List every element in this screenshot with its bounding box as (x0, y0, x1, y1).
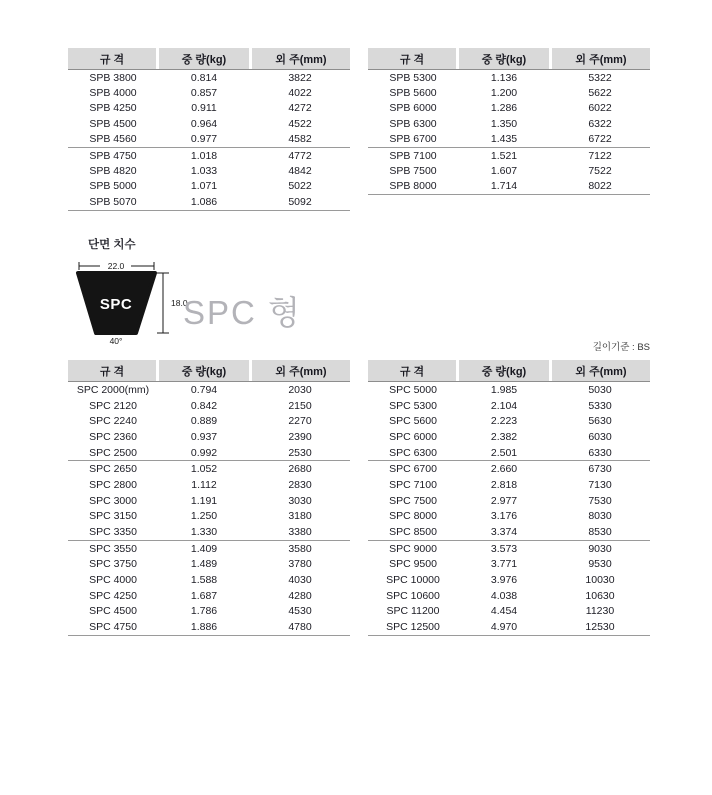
table-cell: 5022 (288, 180, 312, 193)
table-cell: 1.687 (190, 589, 218, 602)
table-cell: 2.660 (490, 463, 518, 476)
table-row (68, 509, 350, 525)
table-cell: 4.454 (490, 605, 518, 618)
column-header: 규 격 (368, 48, 456, 69)
column-header: 외 주(mm) (252, 360, 350, 381)
table-row (68, 132, 350, 147)
table-row (68, 557, 350, 573)
table-row (68, 445, 350, 461)
table-row (68, 194, 350, 209)
table-cell: SPB 6700 (389, 133, 437, 146)
table-cell: SPC 7500 (389, 494, 437, 507)
table-cell: 8530 (588, 526, 612, 539)
table-cell: 4522 (288, 117, 312, 130)
table-spc-right (368, 360, 650, 636)
table-cell: 6030 (588, 430, 612, 443)
table-cell: 0.937 (190, 430, 218, 443)
table-row (68, 85, 350, 100)
table-cell: 4272 (288, 102, 312, 115)
table-cell: 10630 (585, 589, 615, 602)
table-cell: SPB 7100 (389, 149, 437, 162)
length-standard-note: 길이기준 : BS (592, 342, 650, 353)
table-cell: 3.976 (490, 574, 518, 587)
table-cell: SPB 4820 (89, 165, 137, 178)
table-cell: 8022 (588, 180, 612, 193)
column-header: 외 주(mm) (552, 48, 650, 69)
table-cell: SPC 6000 (389, 430, 437, 443)
table-cell: 5030 (588, 383, 612, 396)
table-cell: SPB 4750 (89, 149, 137, 162)
table-row (368, 604, 650, 620)
column-header: 중 량(kg) (159, 360, 249, 381)
table-row (368, 460, 650, 477)
table-cell: 1.052 (190, 463, 218, 476)
table-cell: 2680 (288, 463, 312, 476)
table-cell: 12530 (585, 621, 615, 634)
table-cell: 4.038 (490, 589, 518, 602)
table-row (368, 413, 650, 429)
table-cell: 1.200 (490, 87, 518, 100)
column-header: 중 량(kg) (459, 360, 549, 381)
table-cell: 4582 (288, 133, 312, 146)
table-cell: 1.018 (190, 149, 218, 162)
table-cell: 2830 (288, 478, 312, 491)
table-cell: SPC 5300 (389, 399, 437, 412)
table-cell: 2.223 (490, 415, 518, 428)
table-row (68, 116, 350, 131)
table-cell: 4842 (288, 165, 312, 178)
table-cell: 9030 (588, 542, 612, 555)
table-cell: 2150 (288, 399, 312, 412)
table-row (368, 588, 650, 604)
table-cell: 1.588 (190, 574, 218, 587)
column-header: 규 격 (68, 48, 156, 69)
table-cell: 0.992 (190, 446, 218, 459)
table-cell: 1.886 (190, 621, 218, 634)
table-row (68, 429, 350, 445)
table-cell: SPC 11200 (386, 605, 440, 618)
table-cell: SPC 5600 (389, 415, 437, 428)
table-cell: 10030 (585, 574, 615, 587)
table-cell: 7122 (588, 149, 612, 162)
table-row (368, 524, 650, 540)
table-cell: 6730 (588, 463, 612, 476)
table-cell: 1.086 (190, 195, 218, 208)
table-row (368, 493, 650, 509)
table-cell: 1.071 (190, 180, 218, 193)
table-row (368, 619, 650, 635)
table-row (368, 477, 650, 493)
table-cell: 1.033 (190, 165, 218, 178)
table-cell: SPB 6000 (389, 102, 437, 115)
table-cell: SPB 7500 (389, 165, 437, 178)
table-row (368, 163, 650, 178)
table-cell: SPB 5300 (389, 71, 437, 84)
table-cell: 1.786 (190, 605, 218, 618)
table-cell: SPB 4560 (89, 133, 137, 146)
table-cell: SPC 6300 (389, 446, 437, 459)
table-row (68, 179, 350, 194)
table-cell: SPB 6300 (389, 117, 437, 130)
table-cell: SPC 8000 (389, 510, 437, 523)
table-cell: 1.521 (490, 149, 518, 162)
table-header-row (368, 360, 650, 382)
table-cell: SPC 4000 (89, 574, 137, 587)
column-header: 규 격 (68, 360, 156, 381)
table-cell: 2.104 (490, 399, 518, 412)
table-cell: 9530 (588, 558, 612, 571)
table-cell: SPC 10600 (386, 589, 440, 602)
table-row (68, 493, 350, 509)
table-cell: SPC 5000 (389, 383, 437, 396)
table-cell: 1.250 (190, 510, 218, 523)
table-cell: 5622 (588, 87, 612, 100)
table-row (368, 445, 650, 461)
height-dimension-label: 18.0 (171, 298, 188, 308)
table-cell: 0.842 (190, 399, 218, 412)
table-cell: 3.573 (490, 542, 518, 555)
table-cell: SPC 2000(mm) (76, 383, 150, 396)
belt-label: SPC (99, 296, 133, 313)
table-cell: 7522 (588, 165, 612, 178)
table-cell: 0.977 (190, 133, 218, 146)
table-cell: 3822 (288, 71, 312, 84)
table-cell: SPC 2650 (89, 463, 137, 476)
table-row (368, 382, 650, 398)
table-cell: SPB 4500 (89, 117, 137, 130)
table-row (68, 460, 350, 477)
table-cell: 1.489 (190, 558, 218, 571)
table-cell: SPC 3350 (89, 526, 137, 539)
table-cell: SPC 4750 (89, 621, 137, 634)
table-cell: 6722 (588, 133, 612, 146)
table-cell: SPC 3550 (89, 542, 137, 555)
table-header-row (368, 48, 650, 70)
table-cell: 5092 (288, 195, 312, 208)
table-row (68, 619, 350, 635)
table-cell: SPC 9500 (389, 558, 437, 571)
table-cell: SPC 9000 (389, 542, 437, 555)
table-row (68, 588, 350, 604)
table-row (368, 509, 650, 525)
column-header: 규 격 (368, 360, 456, 381)
table-cell: SPC 4250 (89, 589, 137, 602)
table-cell: 3780 (288, 558, 312, 571)
table-cell: 3380 (288, 526, 312, 539)
table-cell: 1.435 (490, 133, 518, 146)
belt-type-title: SPC 형 (183, 294, 302, 331)
table-cell: 4772 (288, 149, 312, 162)
table-row (68, 524, 350, 540)
table-row (68, 382, 350, 398)
table-cell: 2.818 (490, 478, 518, 491)
table-row (68, 398, 350, 414)
table-cell: 1.286 (490, 102, 518, 115)
table-row (68, 70, 350, 85)
table-cell: 1.714 (490, 180, 518, 193)
table-row (368, 116, 650, 131)
table-row (368, 85, 650, 100)
table-cell: 1.409 (190, 542, 218, 555)
table-cell: SPB 5070 (89, 195, 137, 208)
table-cell: 3.771 (490, 558, 518, 571)
table-cell: 8030 (588, 510, 612, 523)
table-row (68, 540, 350, 557)
table-cell: 6022 (588, 102, 612, 115)
table-cell: 4530 (288, 605, 312, 618)
table-cell: SPC 2120 (89, 399, 137, 412)
table-cell: 2.977 (490, 494, 518, 507)
table-cell: 2030 (288, 383, 312, 396)
table-cell: SPC 4500 (89, 605, 137, 618)
table-cell: 3030 (288, 494, 312, 507)
table-row (368, 557, 650, 573)
table-row (68, 163, 350, 178)
table-row (68, 572, 350, 588)
table-spc-left (68, 360, 350, 636)
table-cell: 7530 (588, 494, 612, 507)
table-cell: 4280 (288, 589, 312, 602)
table-cell: 0.911 (191, 102, 217, 115)
table-cell: 0.794 (190, 383, 218, 396)
table-cell: 3.374 (490, 526, 518, 539)
table-cell: 3180 (288, 510, 312, 523)
table-cell: SPC 2360 (89, 430, 137, 443)
table-cell: SPB 5000 (89, 180, 137, 193)
table-row (368, 147, 650, 163)
table-spb-right (368, 48, 650, 195)
table-cell: 4780 (288, 621, 312, 634)
table-row (368, 132, 650, 147)
table-header-row (68, 360, 350, 382)
table-cell: SPC 2800 (89, 478, 137, 491)
table-cell: 1.330 (190, 526, 218, 539)
table-cell: SPC 3150 (89, 510, 137, 523)
column-header: 중 량(kg) (159, 48, 249, 69)
table-row (368, 70, 650, 85)
table-cell: 1.985 (490, 383, 518, 396)
table-cell: SPC 7100 (389, 478, 437, 491)
table-row (368, 572, 650, 588)
table-cell: SPC 2500 (89, 446, 137, 459)
table-cell: 2.501 (490, 446, 518, 459)
angle-dimension-label: 40° (109, 336, 123, 346)
table-cell: 0.889 (190, 415, 218, 428)
table-row (368, 540, 650, 557)
table-cell: SPB 4250 (89, 102, 137, 115)
table-spb-left (68, 48, 350, 211)
top-width-dimension-label: 22.0 (107, 261, 125, 271)
table-cell: 1.350 (490, 117, 518, 130)
table-cell: 6322 (588, 117, 612, 130)
table-cell: SPC 3000 (89, 494, 137, 507)
table-cell: 3580 (288, 542, 312, 555)
table-cell: 11230 (585, 605, 615, 618)
table-cell: 2530 (288, 446, 312, 459)
table-cell: SPC 2240 (89, 415, 137, 428)
table-row (368, 398, 650, 414)
cross-section-title: 단면 치수 (88, 239, 136, 251)
table-cell: SPB 3800 (89, 71, 137, 84)
table-row (68, 477, 350, 493)
table-cell: 5322 (588, 71, 612, 84)
table-cell: 3.176 (490, 510, 518, 523)
column-header: 외 주(mm) (252, 48, 350, 69)
table-cell: SPB 8000 (389, 180, 437, 193)
column-header: 외 주(mm) (552, 360, 650, 381)
table-cell: 4.970 (490, 621, 518, 634)
table-cell: 1.112 (191, 478, 217, 491)
table-cell: SPB 5600 (389, 87, 437, 100)
table-cell: 1.191 (190, 494, 218, 507)
table-row (368, 101, 650, 116)
table-cell: 5630 (588, 415, 612, 428)
table-cell: SPC 3750 (89, 558, 137, 571)
table-cell: SPB 4000 (89, 87, 137, 100)
table-row (68, 604, 350, 620)
table-row (368, 179, 650, 194)
table-cell: 2390 (288, 430, 312, 443)
table-cell: 0.814 (190, 71, 218, 84)
table-cell: SPC 10000 (386, 574, 440, 587)
table-row (68, 147, 350, 163)
table-cell: 0.964 (190, 117, 218, 130)
table-cell: SPC 12500 (386, 621, 440, 634)
table-cell: 2270 (288, 415, 312, 428)
table-row (368, 429, 650, 445)
table-cell: 4022 (288, 87, 312, 100)
table-row (68, 101, 350, 116)
table-cell: 4030 (288, 574, 312, 587)
table-cell: 2.382 (490, 430, 518, 443)
table-cell: 5330 (588, 399, 612, 412)
table-cell: 7130 (588, 478, 612, 491)
table-row (68, 413, 350, 429)
column-header: 중 량(kg) (459, 48, 549, 69)
table-cell: 0.857 (190, 87, 218, 100)
table-cell: 1.136 (490, 71, 518, 84)
table-cell: 1.607 (490, 165, 518, 178)
table-cell: SPC 6700 (389, 463, 437, 476)
table-cell: SPC 8500 (389, 526, 437, 539)
table-header-row (68, 48, 350, 70)
table-cell: 6330 (588, 446, 612, 459)
